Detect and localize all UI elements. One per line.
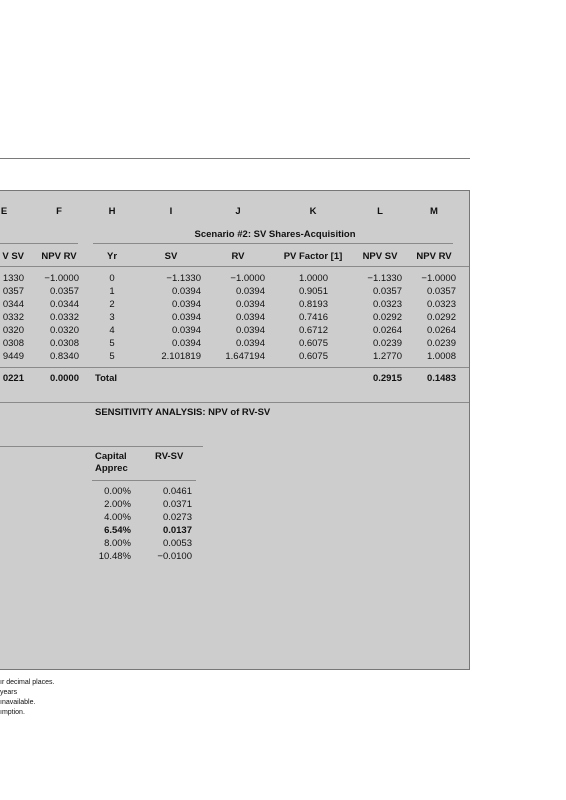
- col-header: SV: [164, 251, 178, 262]
- column-letter: J: [235, 206, 241, 217]
- table-cell: 9449: [2, 351, 24, 362]
- table-cell: 0.0332: [49, 312, 79, 323]
- col-header: PV Factor [1]: [283, 251, 343, 262]
- table-cell: 0.8193: [298, 299, 328, 310]
- section-rule: [0, 402, 469, 403]
- table-cell: 1.0000: [298, 273, 328, 284]
- sensitivity-value: 0.0137: [162, 525, 192, 536]
- table-cell: 0357: [2, 286, 24, 297]
- table-cell: 4: [109, 325, 115, 336]
- table-cell: 1: [109, 286, 115, 297]
- col-header-npv-rv: NPV RV: [41, 251, 77, 262]
- table-cell: 0: [109, 273, 115, 284]
- table-cell: 1.2770: [372, 351, 402, 362]
- table-cell: 0344: [2, 299, 24, 310]
- table-cell: 0.0264: [426, 325, 456, 336]
- sensitivity-rate: 0.00%: [104, 486, 131, 497]
- header-underline-left: [0, 243, 78, 244]
- column-letter: F: [56, 206, 62, 217]
- table-cell: 0.0239: [372, 338, 402, 349]
- table-cell: 0.0264: [372, 325, 402, 336]
- column-letter: H: [108, 206, 116, 217]
- sensitivity-value: 0.0053: [162, 538, 192, 549]
- footnotes: [0, 678, 54, 718]
- sensitivity-value: 0.0371: [162, 499, 192, 510]
- footnote-1: ır decimal places.: [0, 679, 55, 686]
- table-cell: −1.1330: [367, 273, 402, 284]
- table-cell: 0.7416: [298, 312, 328, 323]
- table-cell: 0.0357: [372, 286, 402, 297]
- table-cell: 1.647194: [225, 351, 265, 362]
- table-cell: 0.0292: [372, 312, 402, 323]
- total-cell: 0.1483: [426, 373, 456, 384]
- table-cell: 0.0323: [372, 299, 402, 310]
- sensitivity-header-apprec: Apprec: [95, 463, 128, 474]
- table-cell: 0.0394: [171, 325, 201, 336]
- table-cell: 0.6712: [298, 325, 328, 336]
- table-cell: 0.0344: [49, 299, 79, 310]
- table-cell: 5: [109, 338, 115, 349]
- sensitivity-top-rule: [0, 446, 203, 447]
- sensitivity-value: 0.0273: [162, 512, 192, 523]
- sensitivity-rate: 2.00%: [104, 499, 131, 510]
- table-cell: 0.0394: [235, 312, 265, 323]
- col-header: NPV RV: [416, 251, 452, 262]
- total-cell: 0.0000: [49, 373, 79, 384]
- table-cell: −1.0000: [44, 273, 79, 284]
- col-header-npv-sv: V SV: [2, 251, 24, 262]
- table-cell: 0.0394: [235, 299, 265, 310]
- table-cell: 0.0320: [49, 325, 79, 336]
- table-cell: 0332: [2, 312, 24, 323]
- table-cell: 0320: [2, 325, 24, 336]
- table-cell: 0.0357: [49, 286, 79, 297]
- column-letter: L: [377, 206, 383, 217]
- table-cell: 0.0394: [171, 299, 201, 310]
- col-header: Yr: [106, 251, 118, 262]
- sensitivity-value: 0.0461: [162, 486, 192, 497]
- table-cell: 2: [109, 299, 115, 310]
- total-cell: 0221: [2, 373, 24, 384]
- table-cell: 0.0308: [49, 338, 79, 349]
- table-cell: −1.0000: [421, 273, 456, 284]
- header-rule: [0, 266, 469, 267]
- table-cell: 0.6075: [298, 351, 328, 362]
- table-cell: 3: [109, 312, 115, 323]
- table-cell: 0.0394: [171, 338, 201, 349]
- footnote-2: years: [0, 689, 18, 696]
- column-letter: E: [0, 206, 8, 217]
- footnote-3: ınavailable.: [0, 699, 36, 706]
- column-letter: M: [430, 206, 438, 217]
- sensitivity-header-rule: [92, 480, 196, 481]
- table-cell: 1330: [2, 273, 24, 284]
- table-cell: 0.9051: [298, 286, 328, 297]
- sensitivity-value: −0.0100: [157, 551, 192, 562]
- scenario-underline: [93, 243, 453, 244]
- total-label: Total: [95, 373, 117, 384]
- total-cell: 0.2915: [372, 373, 402, 384]
- table-cell: 0.8340: [49, 351, 79, 362]
- sensitivity-rate: 4.00%: [104, 512, 131, 523]
- table-cell: 0.0323: [426, 299, 456, 310]
- sensitivity-rate: 10.48%: [98, 551, 131, 562]
- table-cell: 0.0394: [235, 325, 265, 336]
- table-cell: 0.0239: [426, 338, 456, 349]
- table-cell: 0.0357: [426, 286, 456, 297]
- sensitivity-header-rv-sv: RV-SV: [155, 451, 184, 462]
- sensitivity-title: SENSITIVITY ANALYSIS: NPV of RV-SV: [95, 407, 271, 418]
- table-cell: 1.0008: [426, 351, 456, 362]
- footnote-4: ımption.: [0, 709, 25, 716]
- table-cell: 0.0394: [235, 338, 265, 349]
- table-cell: 0.0394: [171, 312, 201, 323]
- sensitivity-header-capital: Capital: [95, 451, 127, 462]
- table-cell: 0308: [2, 338, 24, 349]
- table-cell: 2.101819: [161, 351, 201, 362]
- scenario-title: Scenario #2: SV Shares-Acquisition: [194, 229, 356, 240]
- column-letter: I: [169, 206, 173, 217]
- col-header: NPV SV: [362, 251, 398, 262]
- table-cell: −1.0000: [230, 273, 265, 284]
- table-cell: −1.1330: [166, 273, 201, 284]
- column-letter: K: [309, 206, 317, 217]
- npv-table-panel: [0, 190, 470, 670]
- totals-rule: [0, 367, 469, 368]
- table-cell: 5: [109, 351, 115, 362]
- top-divider: [0, 158, 470, 159]
- table-cell: 0.0292: [426, 312, 456, 323]
- table-cell: 0.0394: [171, 286, 201, 297]
- table-cell: 0.6075: [298, 338, 328, 349]
- sensitivity-rate: 6.54%: [104, 525, 131, 536]
- table-cell: 0.0394: [235, 286, 265, 297]
- sensitivity-rate: 8.00%: [104, 538, 131, 549]
- col-header: RV: [231, 251, 245, 262]
